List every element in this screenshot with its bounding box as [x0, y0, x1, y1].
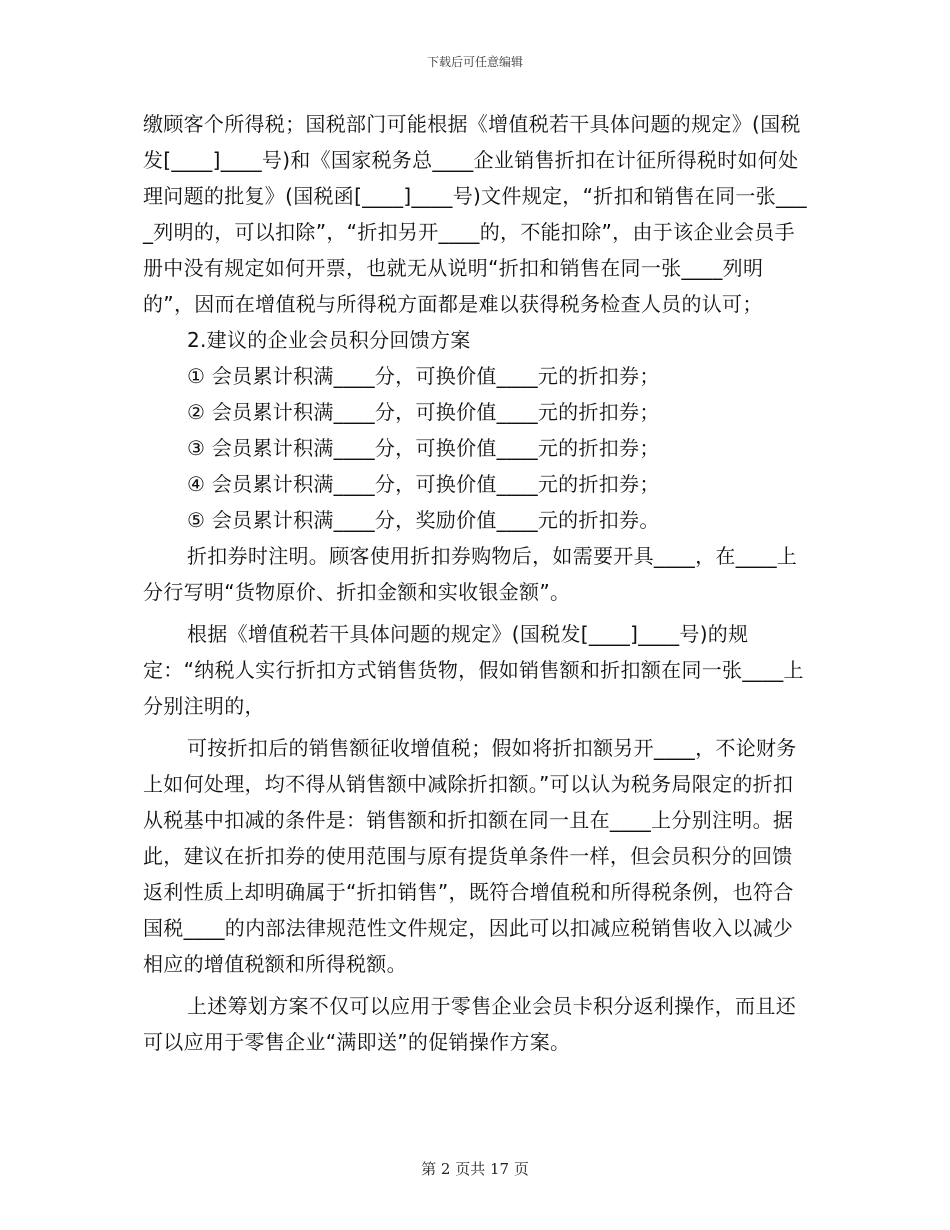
page-header: 下载后可任意编辑 — [426, 55, 523, 69]
paragraph: 根据《增值税若干具体问题的规定》(国税发[____]____号)的规定：“纳税人实行折扣方式销售货物，假如销售额和折扣额在同一张____上分别注明的， — [143, 622, 804, 718]
section-title: 2.建议的企业会员积分回馈方案 — [187, 328, 471, 352]
list-item: ④ 会员累计积满____分，可换价值____元的折扣券； — [187, 472, 660, 496]
paragraph-continued: 缴顾客个所得税；国税部门可能根据《增值税若干具体问题的规定》(国税发[____]____号)和《国家税务总____企业销售折扣在计征所得税时如何处理问题的批复》(国税函[____]____号)文件规定，“折扣和销售在同一张____列明的，可以扣除”，“折扣另开____的，不能扣除”，由于该企业会员手册中没有规定如何开票，也就无从说明“折扣和销售在同一张____列明的”，因而在增值税与所得税方面都是难以获得税务检查人员的认可； — [143, 112, 807, 316]
list-item: ③ 会员累计积满____分，可换价值____元的折扣券； — [187, 436, 660, 460]
list-item: ⑤ 会员累计积满____分，奖励价值____元的折扣券。 — [187, 508, 660, 532]
document-body — [143, 106, 807, 1060]
paragraph: 可按折扣后的销售额征收增值税；假如将折扣额另开____，不论财务上如何处理，均不得从销售额中减除折扣额。”可以认为税务局限定的折扣从税基中扣减的条件是：销售额和折扣额在同一且在____上分别注明。据此，建议在折扣券的使用范围与原有提货单条件一样，但会员积分的回馈返利性质上却明确属于“折扣销售”，既符合增值税和所得税条例，也符合国税____的内部法律规范性文件规定，因此可以扣减应税销售收入以减少相应的增值税额和所得税额。 — [143, 736, 797, 976]
page-footer: 第 2 页共 17 页 — [421, 1160, 529, 1178]
list-item: ② 会员累计积满____分，可换价值____元的折扣券； — [187, 400, 660, 424]
paragraph: 折扣券时注明。顾客使用折扣券购物后，如需要开具____，在____上分行写明“货物原价、折扣金额和实收银金额”。 — [143, 544, 798, 604]
paragraph: 上述筹划方案不仅可以应用于零售企业会员卡积分返利操作，而且还可以应用于零售企业“满即送”的促销操作方案。 — [143, 994, 796, 1054]
list-item: ① 会员累计积满____分，可换价值____元的折扣券； — [187, 364, 660, 388]
